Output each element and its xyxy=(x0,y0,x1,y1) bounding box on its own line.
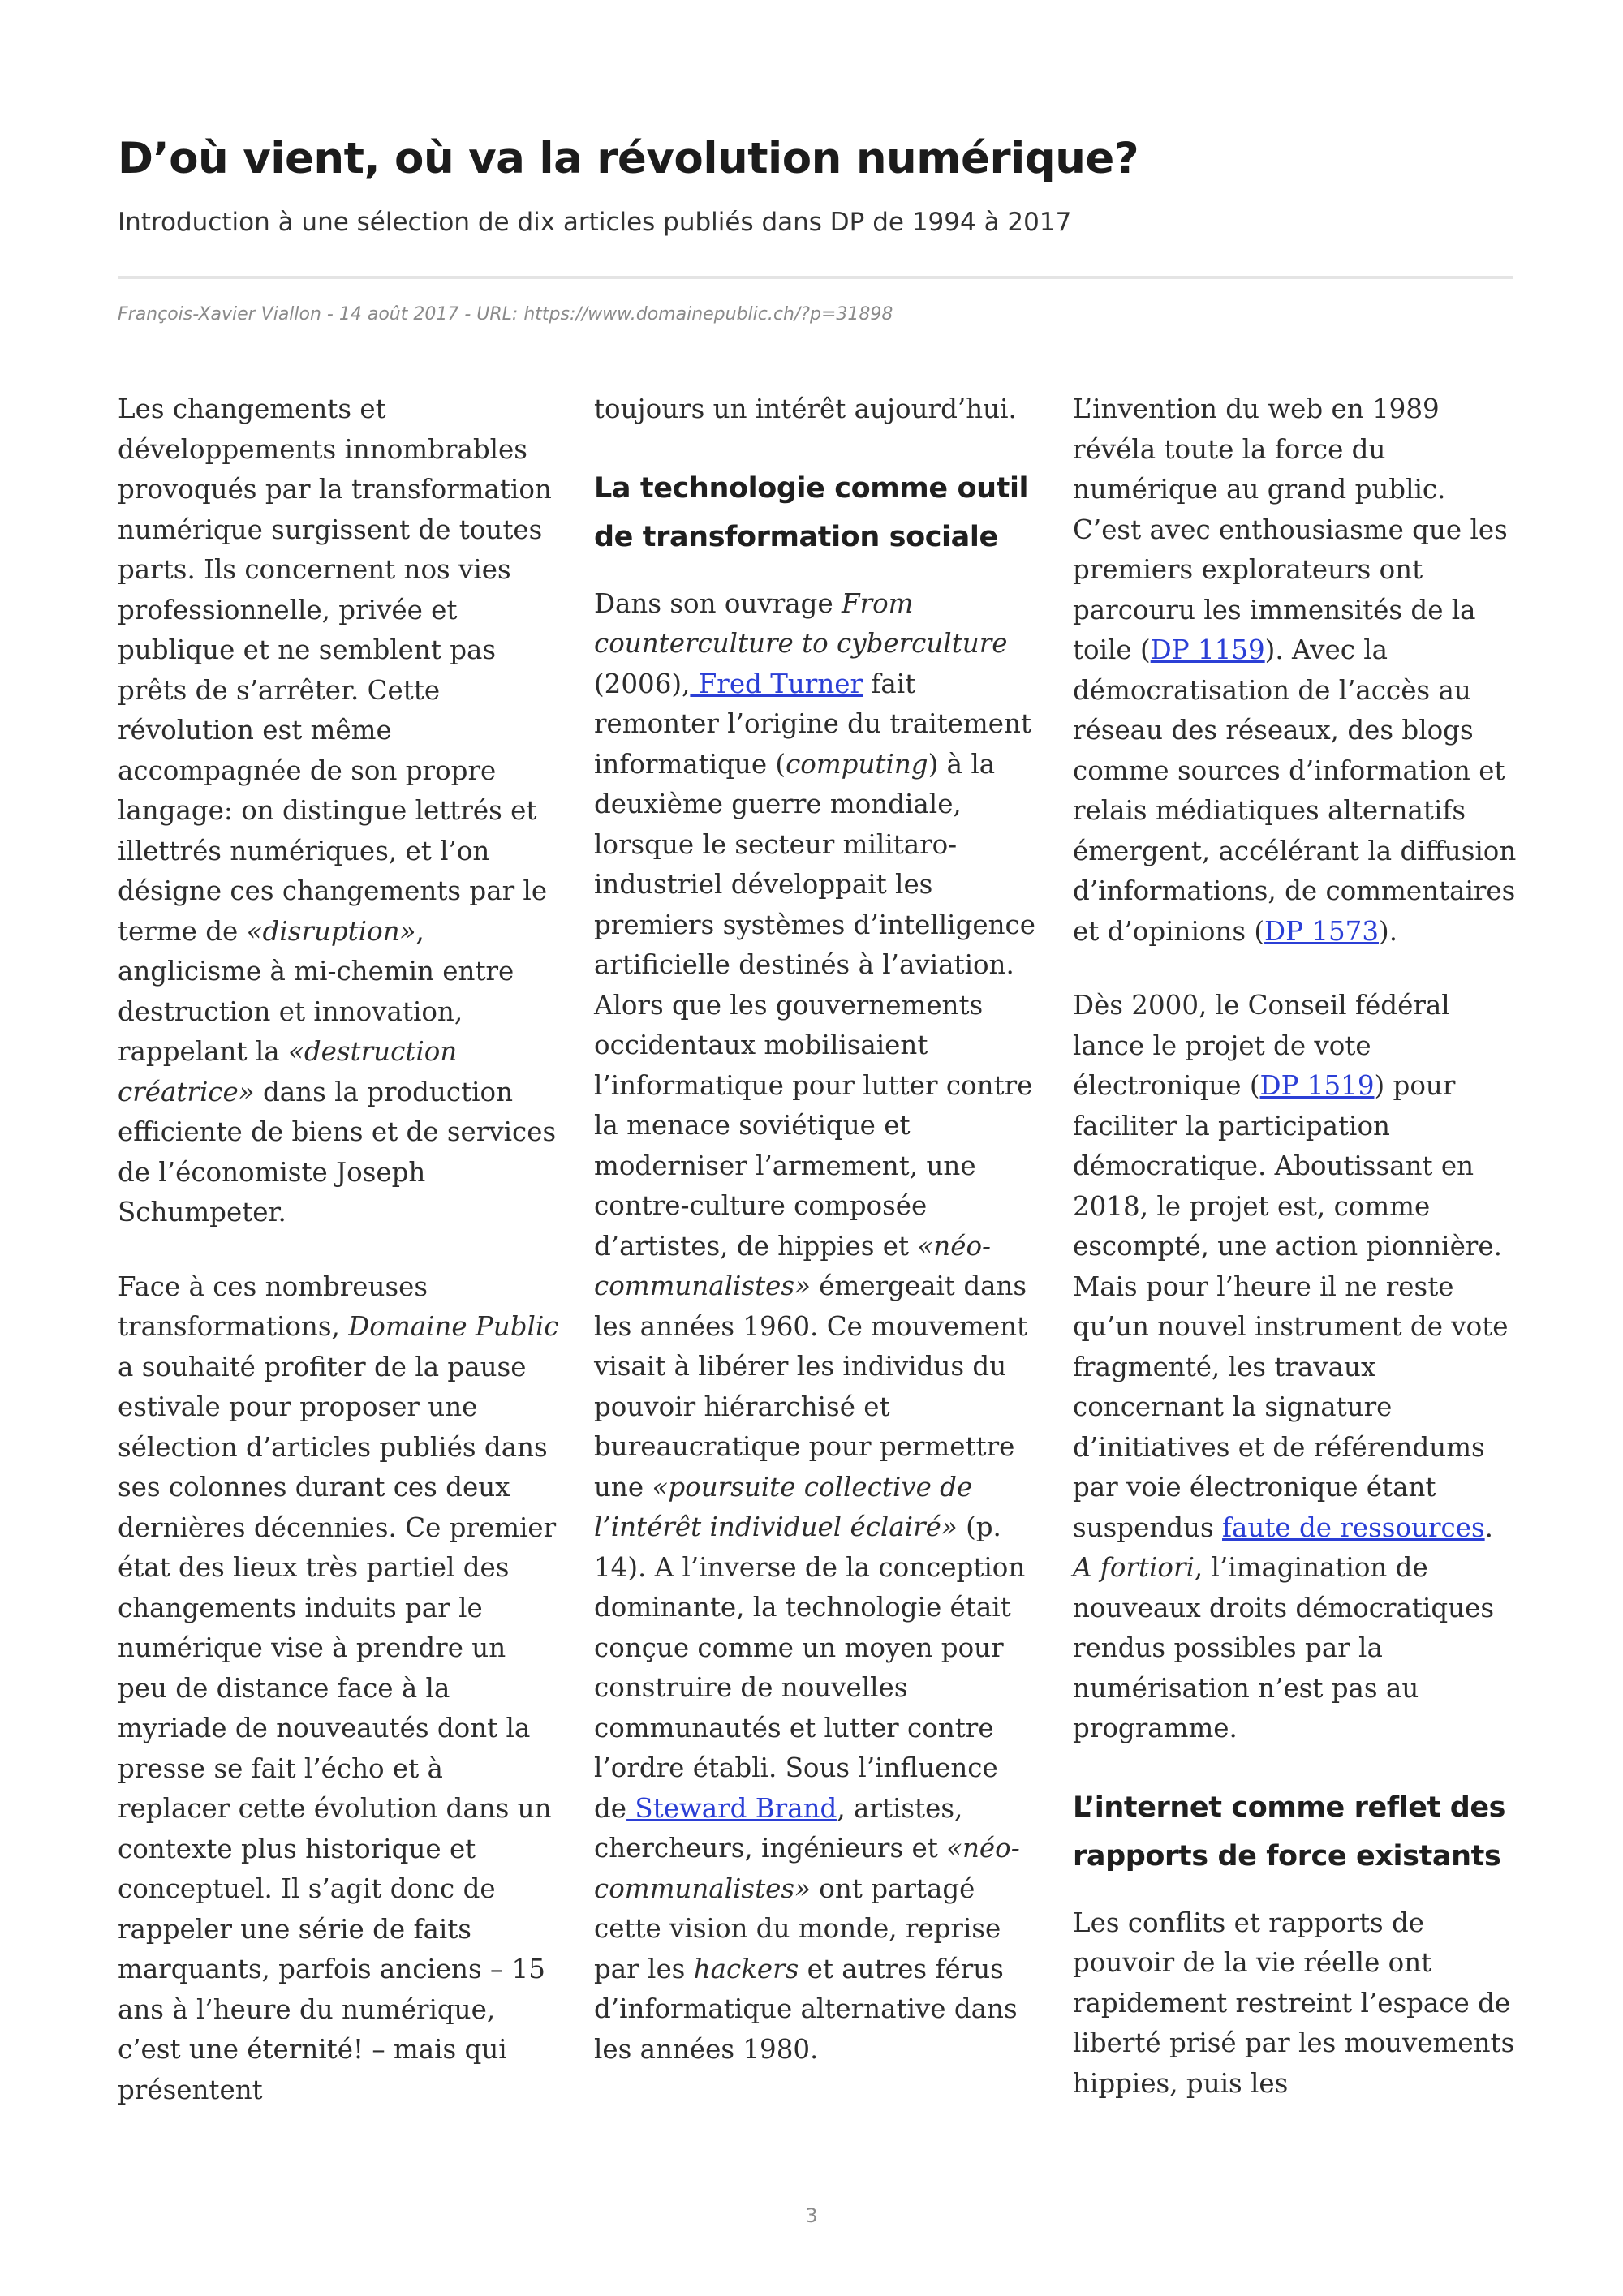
section-heading: La technologie comme outil de transformation sociale xyxy=(594,471,1029,553)
emphasis: «néo-communalistes» xyxy=(594,1230,991,1301)
article-meta: François-Xavier Viallon - 14 août 2017 - URL: https://www.domainepublic.ch/?p=31898 xyxy=(118,304,893,325)
paragraph xyxy=(118,1267,562,2111)
article-subtitle: Introduction à une sélection de dix articles publiés dans DP de 1994 à 2017 xyxy=(118,208,1072,237)
article-title: D’où vient, où va la révolution numérique? xyxy=(118,134,1139,183)
text-run: et autres férus d’informatique alternative dans les années 1980. xyxy=(594,1953,1018,2065)
link-fred-turner[interactable]: Fred Turner xyxy=(690,668,863,699)
text-column-3 xyxy=(1073,389,1518,2138)
page-number: 3 xyxy=(805,2204,818,2227)
paragraph xyxy=(1073,389,1518,952)
paragraph xyxy=(594,584,1039,2070)
text-run: émergeait dans les années 1960. Ce mouvement visait à libérer les individus du pouvoir hiérarchisé et bureaucratique pour permettre une xyxy=(594,1271,1028,1503)
link-dp-1159[interactable]: DP 1159 xyxy=(1150,634,1265,665)
header-divider xyxy=(118,276,1513,279)
text-column-2 xyxy=(594,389,1039,2104)
text-run: Face à ces nombreuses transformations, xyxy=(118,1271,428,1342)
emphasis: «néo-communalistes» xyxy=(594,1833,1020,1904)
paragraph xyxy=(118,389,562,1233)
emphasis: A fortiori xyxy=(1073,1552,1195,1583)
paragraph: toujours un intérêt aujourd’hui. xyxy=(594,393,1017,424)
emphasis: Domaine Public xyxy=(348,1311,559,1342)
text-run: L’invention du web en 1989 révéla toute la force du numérique au grand public. C’est avec enthousiasme que les premiers explorateurs ont parcouru les immensités de la toile ( xyxy=(1073,393,1508,665)
text-run: (p. 14). A l’inverse de la conception dominante, la technologie était conçue comme un moyen pour construire de nouvelles communautés et lutter contre l’ordre établi. Sous l’influence de xyxy=(594,1511,1026,1824)
text-run: ont partagé cette vision du monde, reprise par les xyxy=(594,1872,1001,1984)
text-run: Les changements et développements innombrables provoqués par la transformation numérique surgissent de toutes parts. Ils concernent nos vies professionnelle, privée et publique et ne semblent pas prêts de s’arrêter. Cette révolution est même accompagnée de son propre langage: on distingue lettrés et illettrés numériques, et l’on désigne ces changements par le terme de xyxy=(118,393,552,947)
text-run: , artistes, chercheurs, ingénieurs et xyxy=(594,1792,963,1864)
text-run: , l’imagination de nouveaux droits démocratiques rendus possibles par la numérisation n’est pas au programme. xyxy=(1073,1552,1495,1743)
emphasis: hackers xyxy=(693,1953,799,1984)
link-faute-de-ressources[interactable]: faute de ressources xyxy=(1222,1511,1485,1543)
text-run: ) pour faciliter la participation démocratique. Aboutissant en 2018, le projet est, comme escompté, une action pionnière. Mais pour l’heure il ne reste qu’un nouvel instrument de vote fragmenté, les travaux concernant la signature d’initiatives et de référendums par voie électronique étant suspendus xyxy=(1073,1070,1509,1543)
text-run: ). xyxy=(1379,915,1398,947)
text-run: ). Avec la démocratisation de l’accès au réseau des réseaux, des blogs comme sources d’information et relais médiatiques alternatifs émergent, accélérant la diffusion d’informations, de commentaires et d’opinions ( xyxy=(1073,634,1517,947)
text-run: (2006), xyxy=(594,668,691,699)
link-steward-brand[interactable]: Steward Brand xyxy=(626,1792,837,1824)
text-run: Dans son ouvrage xyxy=(594,587,842,619)
emphasis: «disruption» xyxy=(246,915,416,947)
link-dp-1519[interactable]: DP 1519 xyxy=(1259,1070,1375,1101)
link-dp-1573[interactable]: DP 1573 xyxy=(1264,915,1380,947)
emphasis: «destruction créatrice» xyxy=(118,1036,458,1107)
emphasis: From counterculture to cyberculture xyxy=(594,587,1008,659)
paragraph xyxy=(1073,986,1518,1749)
emphasis: computing xyxy=(786,748,928,780)
text-run: dans la production efficiente de biens et de services de l’économiste Joseph Schumpeter. xyxy=(118,1076,557,1228)
paragraph: Les conflits et rapports de pouvoir de la vie réelle ont rapidement restreint l’espace de liberté prisé par les mouvements hippies, puis les xyxy=(1073,1907,1515,2099)
text-run: fait remonter l’origine du traitement informatique ( xyxy=(594,668,1031,780)
text-run: ) à la deuxième guerre mondiale, lorsque le secteur militaro-industriel développait les premiers systèmes d’intelligence artificielle destinés à l’aviation. Alors que les gouvernements occidentaux mobilisaient l’informatique pour lutter contre la menace soviétique et moderniser l’armement, une contre-culture composée d’artistes, de hippies et xyxy=(594,748,1035,1262)
emphasis: «poursuite collective de l’intérêt individuel éclairé» xyxy=(594,1471,973,1542)
text-run: . xyxy=(1484,1511,1493,1543)
text-column-1 xyxy=(118,389,562,2144)
section-heading: L’internet comme reflet des rapports de force existants xyxy=(1073,1791,1506,1872)
text-run: a souhaité profiter de la pause estivale pour proposer une sélection d’articles publiés dans ses colonnes durant ces deux dernières décennies. Ce premier état des lieux très partiel des changements induits par le numérique vise à prendre un peu de distance face à la myriade de nouveautés dont la presse se fait l’écho et à replacer cette évolution dans un contexte plus historique et conceptuel. Il s’agit donc de rappeler une série de faits marquants, parfois anciens – 15 ans à l’heure du numérique, c’est une éternité! – mais qui présentent xyxy=(118,1351,557,2105)
text-run: , anglicisme à mi-chemin entre destruction et innovation, rappelant la xyxy=(118,915,514,1067)
text-run: Dès 2000, le Conseil fédéral lance le projet de vote électronique ( xyxy=(1073,990,1450,1101)
